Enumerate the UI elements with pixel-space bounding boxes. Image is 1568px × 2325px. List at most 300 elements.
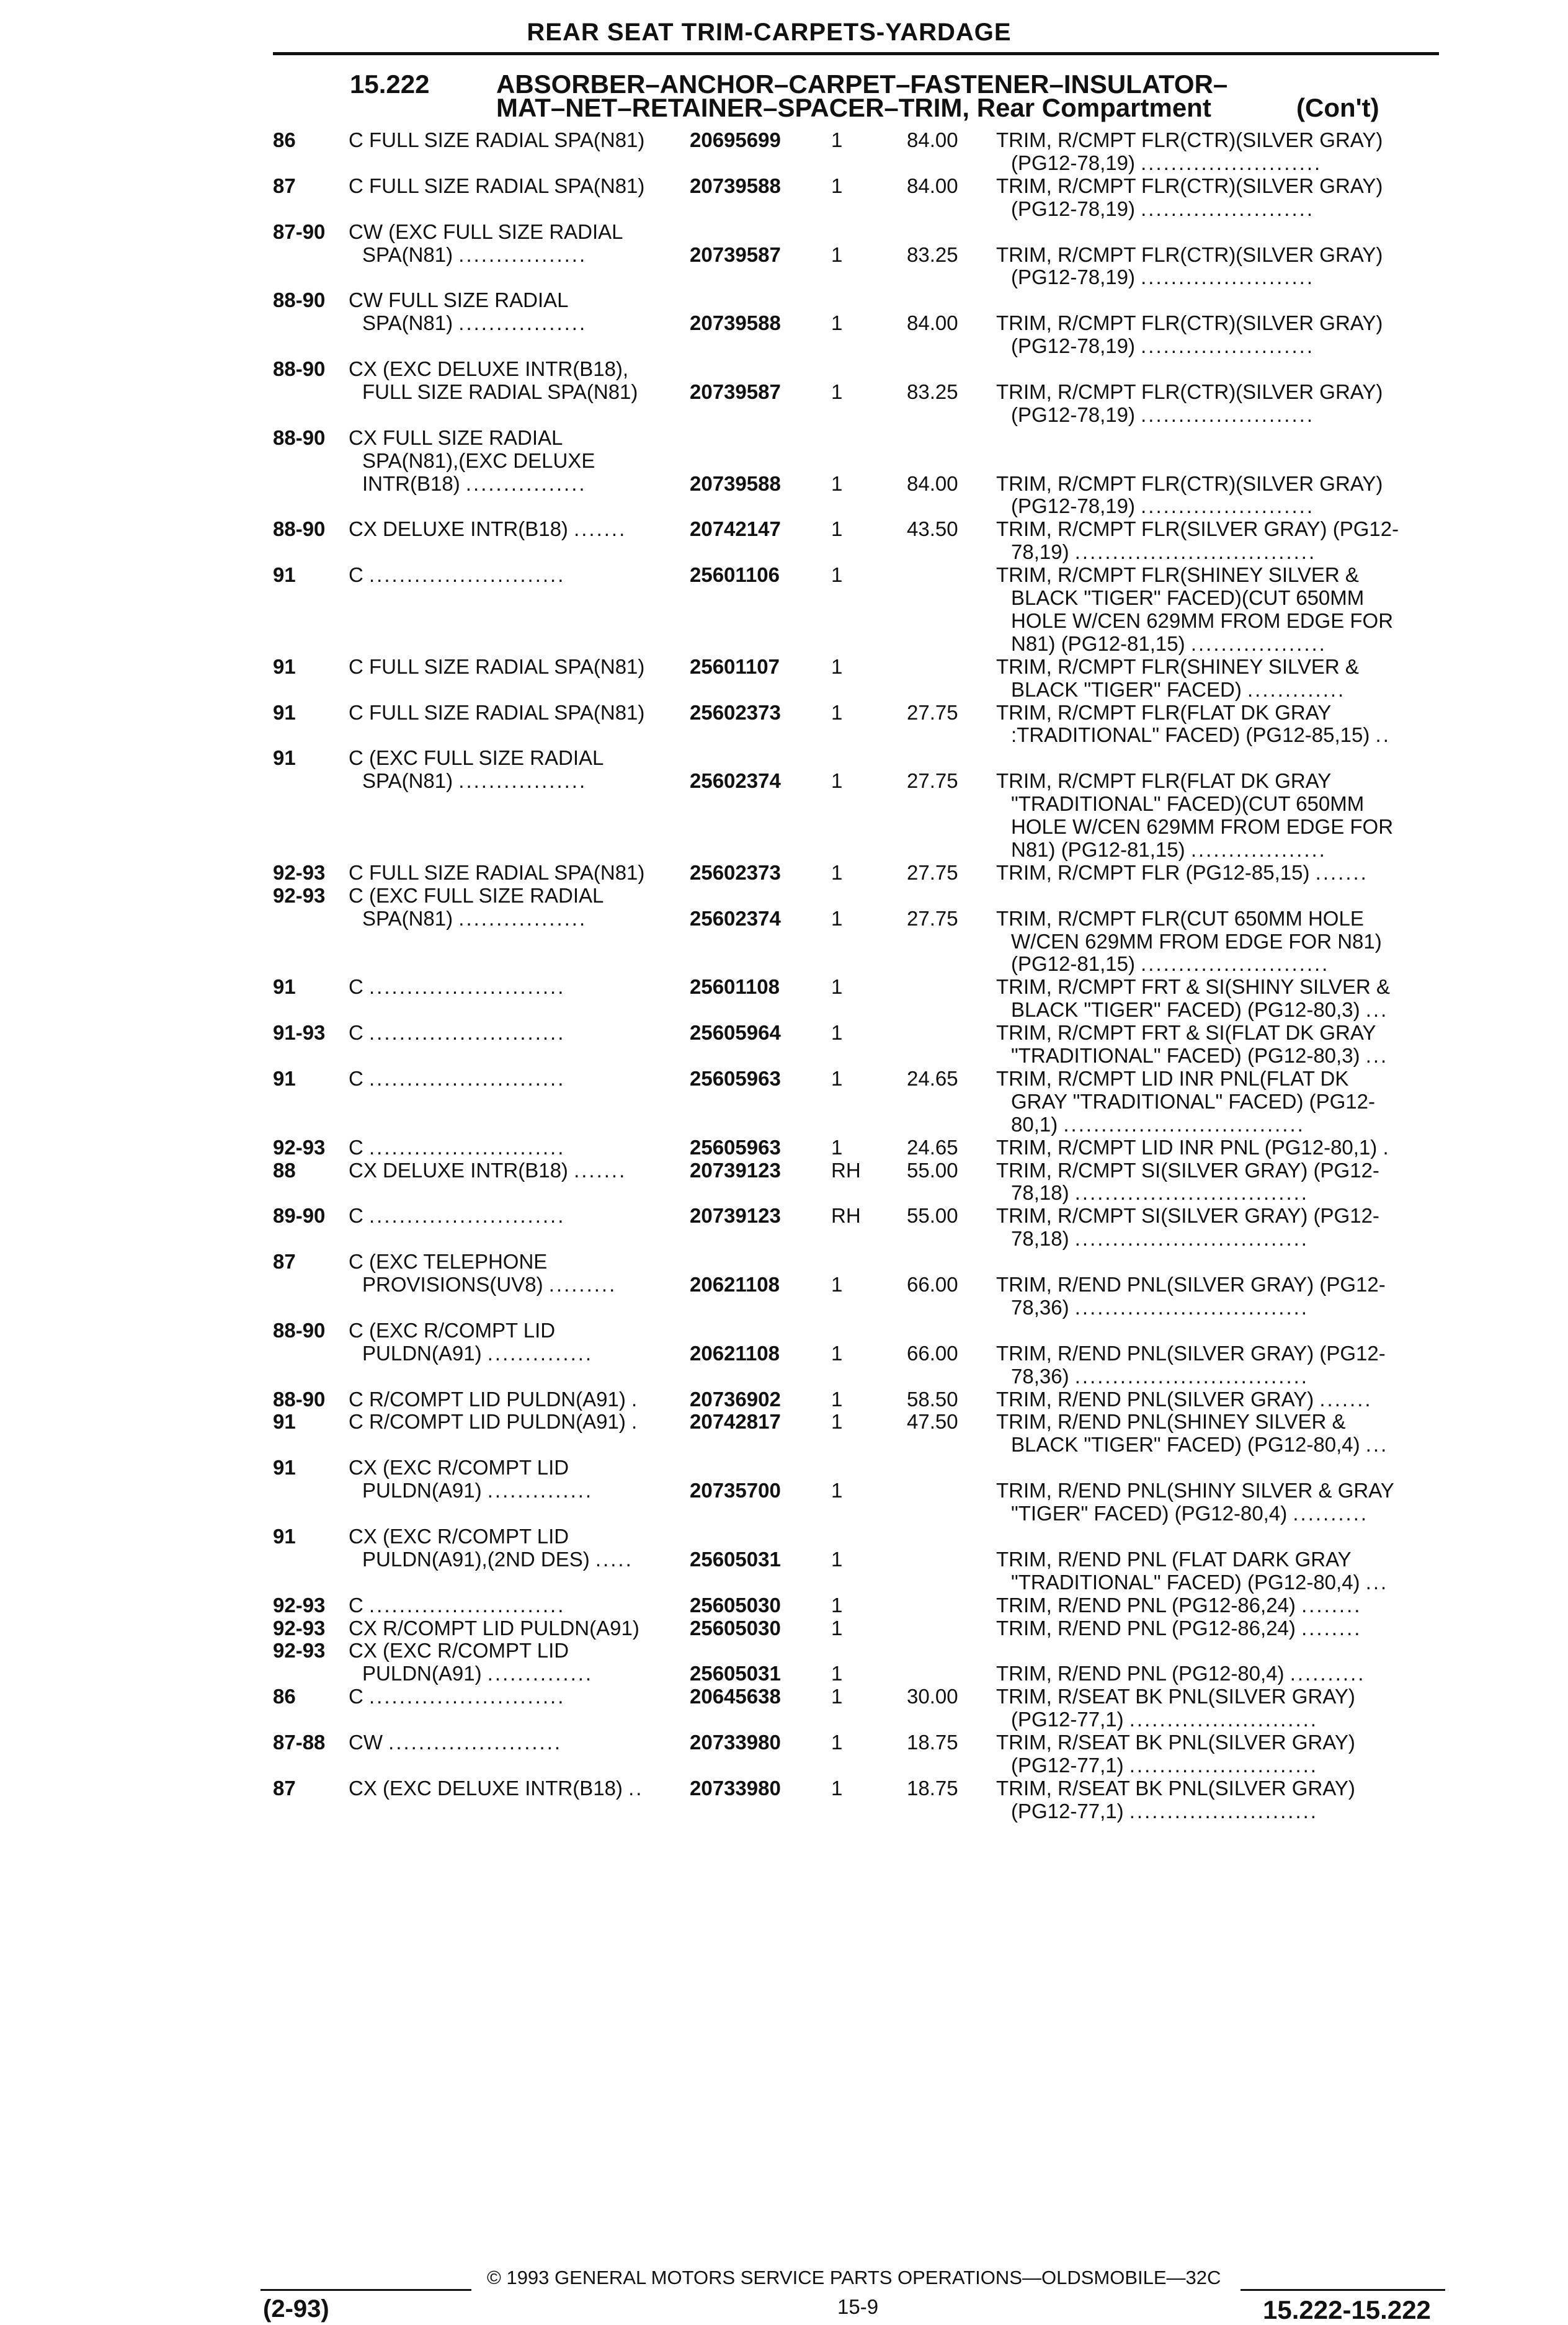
usage-text: PULDN(A91) [362, 1479, 482, 1502]
model-year: 91 [273, 701, 296, 724]
part-number: 20645638 [690, 1685, 781, 1708]
part-description [996, 1136, 1391, 1159]
quantity: 1 [831, 1273, 843, 1296]
footer-rule-left [261, 2289, 471, 2291]
model-year: 91 [273, 1067, 296, 1090]
leader-dots: ............................... [1074, 1365, 1309, 1388]
description-text: 78,36) [1011, 1296, 1069, 1319]
usage-text: SPA(N81) [362, 769, 453, 792]
part-number: 25601107 [690, 655, 780, 678]
usage-description: CW FULL SIZE RADIAL [349, 288, 569, 311]
model-year: 88-90 [273, 517, 326, 540]
leader-dots: .................. [1190, 838, 1327, 861]
quantity: 1 [831, 1388, 843, 1411]
part-description [996, 1548, 1352, 1571]
quantity: 1 [831, 1067, 843, 1090]
usage-description [349, 976, 565, 998]
usage-text: PROVISIONS(UV8) [362, 1273, 543, 1296]
usage-text: PULDN(A91),(2ND DES) [362, 1548, 590, 1571]
model-year: 91 [273, 1410, 296, 1433]
description-text: (PG12-78,19) [1011, 494, 1135, 517]
description-text: 80,1) [1011, 1113, 1058, 1136]
part-description [996, 1205, 1379, 1227]
part-description [1011, 1182, 1309, 1204]
part-number: 25601108 [690, 975, 780, 998]
description-text: TRIM, R/SEAT BK PNL(SILVER GRAY) [996, 1777, 1355, 1800]
description-text: TRIM, R/SEAT BK PNL(SILVER GRAY) [996, 1731, 1355, 1754]
description-text: "TIGER" FACED) (PG12-80,4) [1011, 1502, 1288, 1525]
part-description [996, 1731, 1355, 1754]
description-text: (PG12-81,15) [1011, 952, 1135, 975]
model-year: 91 [273, 563, 296, 586]
usage-text: C [349, 1594, 363, 1617]
usage-description: CW (EXC FULL SIZE RADIAL [349, 220, 623, 243]
part-description [1011, 839, 1327, 861]
description-text: TRIM, R/CMPT FLR(FLAT DK GRAY [996, 701, 1332, 724]
description-text: (PG12-78,19) [1011, 266, 1135, 288]
description-text: TRIM, R/CMPT FRT & SI(SHINY SILVER & [996, 975, 1391, 998]
description-text: TRIM, R/CMPT FLR(SHINEY SILVER & [996, 655, 1359, 678]
usage-description [362, 1548, 633, 1571]
leader-dots: ........................ [1141, 151, 1322, 174]
part-description [1011, 1091, 1375, 1113]
continued-label: (Con't) [1296, 93, 1379, 122]
description-text: BLACK "TIGER" FACED)(CUT 650MM [1011, 586, 1365, 609]
description-text: TRIM, R/CMPT FLR(CTR)(SILVER GRAY) [996, 311, 1383, 334]
usage-text: C [349, 1067, 363, 1090]
usage-description [349, 518, 626, 540]
usage-text: C R/COMPT LID PULDN(A91) [349, 1388, 626, 1411]
part-description [996, 1479, 1394, 1502]
quantity: 1 [831, 1662, 843, 1685]
usage-text: SPA(N81) [362, 907, 453, 930]
description-text: W/CEN 629MM FROM EDGE FOR N81) [1011, 930, 1382, 953]
usage-text: C [349, 975, 363, 998]
description-text: 78,18) [1011, 1227, 1069, 1250]
leader-dots: ....................... [388, 1731, 563, 1754]
price: 18.75 [907, 1731, 958, 1754]
usage-description: C FULL SIZE RADIAL SPA(N81) [349, 861, 645, 884]
leader-dots: .......................... [369, 563, 566, 586]
header-rule [273, 52, 1439, 55]
part-description [996, 564, 1359, 586]
price: 27.75 [907, 701, 958, 724]
description-text: "TRADITIONAL" FACED) (PG12-80,4) [1011, 1571, 1360, 1594]
usage-description: C FULL SIZE RADIAL SPA(N81) [349, 701, 645, 724]
price: 84.00 [907, 472, 958, 495]
price: 83.25 [907, 243, 958, 266]
description-text: N81) (PG12-81,15) [1011, 838, 1185, 861]
description-text: TRIM, R/CMPT FLR(CTR)(SILVER GRAY) [996, 472, 1383, 495]
model-year: 91 [273, 975, 296, 998]
usage-description [362, 908, 587, 930]
quantity: 1 [831, 1685, 843, 1708]
model-year: 89-90 [273, 1204, 326, 1227]
usage-description [362, 1662, 593, 1685]
usage-description: SPA(N81),(EXC DELUXE [362, 449, 595, 472]
price: 58.50 [907, 1388, 958, 1411]
description-text: (PG12-77,1) [1011, 1754, 1124, 1777]
model-year: 91 [273, 1456, 296, 1479]
quantity: 1 [831, 701, 843, 724]
quantity: 1 [831, 128, 843, 151]
leader-dots: . [1383, 1136, 1391, 1159]
description-text: TRIM, R/CMPT FLR(SHINEY SILVER & [996, 563, 1359, 586]
description-text: 78,36) [1011, 1365, 1069, 1388]
description-text: TRIM, R/END PNL(SILVER GRAY) [996, 1388, 1314, 1411]
leader-dots: .......................... [369, 1067, 566, 1090]
part-description [996, 1342, 1386, 1365]
part-number: 20736902 [690, 1388, 781, 1411]
usage-description [362, 312, 587, 334]
description-text: (PG12-77,1) [1011, 1800, 1124, 1823]
leader-dots: ... [1365, 1433, 1389, 1456]
usage-description [349, 1411, 639, 1433]
usage-description [349, 1136, 565, 1159]
part-description [1011, 198, 1314, 220]
model-year: 88-90 [273, 288, 326, 311]
part-description [996, 1617, 1361, 1640]
part-description [996, 1662, 1365, 1685]
price: 84.00 [907, 311, 958, 334]
description-text: TRIM, R/END PNL(SHINY SILVER & GRAY [996, 1479, 1394, 1502]
part-description [996, 702, 1331, 724]
quantity: 1 [831, 1479, 843, 1502]
part-description [996, 473, 1383, 495]
leader-dots: ......... [548, 1273, 617, 1296]
usage-text: INTR(B18) [362, 472, 460, 495]
part-description [1011, 587, 1364, 609]
leader-dots: ................................ [1063, 1113, 1305, 1136]
description-text: "TRADITIONAL" FACED) (PG12-80,3) [1011, 1044, 1360, 1067]
part-description [996, 1159, 1379, 1182]
model-year: 92-93 [273, 1617, 326, 1640]
model-year: 87-90 [273, 220, 326, 243]
date-code: (2-93) [263, 2295, 329, 2323]
usage-text: C [349, 563, 363, 586]
leader-dots: ........ [1301, 1594, 1362, 1617]
description-text: BLACK "TIGER" FACED) (PG12-80,4) [1011, 1433, 1360, 1456]
usage-description [349, 564, 565, 586]
quantity: 1 [831, 1342, 843, 1365]
price: 24.65 [907, 1067, 958, 1090]
description-text: TRIM, R/END PNL (PG12-86,24) [996, 1617, 1296, 1640]
description-text: TRIM, R/END PNL(SILVER GRAY) (PG12- [996, 1273, 1386, 1296]
description-text: "TRADITIONAL" FACED)(CUT 650MM [1011, 792, 1365, 815]
part-description [1011, 1045, 1388, 1067]
model-year: 87-88 [273, 1731, 326, 1754]
usage-description: CX (EXC R/COMPT LID [349, 1639, 569, 1662]
leader-dots: ......................... [1141, 952, 1330, 975]
description-text: TRIM, R/CMPT LID INR PNL (PG12-80,1) [996, 1136, 1378, 1159]
leader-dots: ........ [1301, 1617, 1362, 1640]
leader-dots: ....... [1319, 1388, 1373, 1411]
section-range: 15.222-15.222 [1263, 2295, 1431, 2324]
quantity: 1 [831, 174, 843, 197]
part-description [996, 1388, 1373, 1411]
usage-description: C FULL SIZE RADIAL SPA(N81) [349, 174, 645, 197]
price: 30.00 [907, 1685, 958, 1708]
description-text: TRIM, R/END PNL(SILVER GRAY) (PG12- [996, 1342, 1386, 1365]
usage-description [349, 1388, 639, 1411]
part-description [1011, 1800, 1318, 1823]
part-description [1011, 999, 1388, 1021]
usage-description [362, 244, 587, 266]
model-year: 92-93 [273, 861, 326, 884]
leader-dots: ... [1365, 998, 1389, 1021]
part-description [996, 770, 1331, 792]
part-description [996, 1411, 1346, 1433]
usage-description: C (EXC FULL SIZE RADIAL [349, 884, 604, 907]
model-year: 88 [273, 1159, 296, 1182]
part-description [1011, 335, 1314, 357]
part-number: 20739587 [690, 243, 781, 266]
leader-dots: .......................... [369, 1204, 566, 1227]
part-description [996, 1068, 1348, 1090]
quantity: 1 [831, 380, 843, 403]
usage-description [362, 1479, 593, 1502]
usage-description: CX (EXC R/COMPT LID [349, 1456, 569, 1479]
description-text: TRIM, R/END PNL (PG12-86,24) [996, 1594, 1296, 1617]
description-text: 78,18) [1011, 1181, 1069, 1204]
usage-text: CX DELUXE INTR(B18) [349, 1159, 568, 1182]
leader-dots: ....................... [1141, 197, 1314, 220]
leader-dots: ................. [458, 311, 587, 334]
usage-description: C FULL SIZE RADIAL SPA(N81) [349, 128, 645, 151]
leader-dots: .......................... [369, 975, 566, 998]
description-text: TRIM, R/CMPT SI(SILVER GRAY) (PG12- [996, 1204, 1379, 1227]
description-text: (PG12-78,19) [1011, 151, 1135, 174]
part-description [996, 1022, 1376, 1044]
usage-description [349, 1731, 562, 1754]
leader-dots: ......................... [1129, 1800, 1318, 1823]
model-year: 86 [273, 128, 296, 151]
part-description [1011, 1365, 1309, 1388]
quantity: 1 [831, 1777, 843, 1800]
price: 27.75 [907, 861, 958, 884]
description-text: TRIM, R/END PNL (PG12-80,4) [996, 1662, 1285, 1685]
part-number: 25601106 [690, 563, 780, 586]
part-description [1011, 1571, 1388, 1594]
part-number: 25602373 [690, 861, 781, 884]
description-text: TRIM, R/CMPT FLR(CTR)(SILVER GRAY) [996, 128, 1383, 151]
model-year: 92-93 [273, 1136, 326, 1159]
leader-dots: .. [1375, 723, 1391, 746]
model-year: 91-93 [273, 1021, 326, 1044]
part-number: 20739588 [690, 311, 781, 334]
description-text: TRIM, R/CMPT FLR(FLAT DK GRAY [996, 769, 1332, 792]
leader-dots: .......................... [369, 1136, 566, 1159]
description-text: :TRADITIONAL" FACED) (PG12-85,15) [1011, 723, 1370, 746]
leader-dots: ....... [1315, 861, 1368, 884]
part-description [1011, 1228, 1309, 1250]
price: 66.00 [907, 1273, 958, 1296]
part-description [996, 1777, 1355, 1800]
usage-description [349, 1685, 565, 1708]
leader-dots: ............................... [1074, 1181, 1309, 1204]
part-description [996, 976, 1390, 998]
model-year: 92-93 [273, 884, 326, 907]
model-year: 87 [273, 174, 296, 197]
usage-description [349, 1068, 565, 1090]
leader-dots: ....................... [1141, 494, 1314, 517]
quantity: 1 [831, 517, 843, 540]
description-text: (PG12-78,19) [1011, 334, 1135, 357]
model-year: 86 [273, 1685, 296, 1708]
leader-dots: .......................... [369, 1685, 566, 1708]
part-number: 25605031 [690, 1662, 781, 1685]
part-description [1011, 1708, 1318, 1731]
leader-dots: ....................... [1141, 266, 1314, 288]
part-description [1011, 953, 1329, 975]
usage-text: CX DELUXE INTR(B18) [349, 517, 568, 540]
model-year: 91 [273, 1525, 296, 1548]
part-number: 25605031 [690, 1548, 781, 1571]
usage-text: C [349, 1136, 363, 1159]
part-description [1011, 152, 1322, 174]
part-number: 20621108 [690, 1342, 780, 1365]
price: 43.50 [907, 517, 958, 540]
description-text: (PG12-78,19) [1011, 403, 1135, 426]
description-text: (PG12-77,1) [1011, 1708, 1124, 1731]
description-text: TRIM, R/CMPT LID INR PNL(FLAT DK [996, 1067, 1349, 1090]
part-description [996, 1274, 1386, 1296]
model-year: 88-90 [273, 426, 326, 449]
quantity: 1 [831, 1548, 843, 1571]
quantity: RH [831, 1159, 861, 1182]
price: 27.75 [907, 769, 958, 792]
description-text: 78,19) [1011, 540, 1069, 563]
leader-dots: .......................... [369, 1594, 566, 1617]
part-number: 20735700 [690, 1479, 781, 1502]
leader-dots: .............. [487, 1662, 594, 1685]
price: 83.25 [907, 380, 958, 403]
description-text: HOLE W/CEN 629MM FROM EDGE FOR [1011, 609, 1394, 632]
quantity: 1 [831, 1136, 843, 1159]
part-description [996, 1594, 1361, 1617]
model-year: 88-90 [273, 1319, 326, 1342]
section-title-line1: ABSORBER–ANCHOR–CARPET–FASTENER–INSULATOR– [496, 69, 1228, 99]
usage-description [362, 473, 587, 495]
usage-description [362, 770, 587, 792]
part-number: 20621108 [690, 1273, 780, 1296]
leader-dots: ..... [595, 1548, 633, 1571]
part-number: 20695699 [690, 128, 781, 151]
usage-description: C (EXC FULL SIZE RADIAL [349, 746, 604, 769]
usage-description: CX (EXC R/COMPT LID [349, 1525, 569, 1548]
description-text: HOLE W/CEN 629MM FROM EDGE FOR [1011, 815, 1394, 838]
part-description [1011, 404, 1314, 426]
description-text: BLACK "TIGER" FACED) [1011, 678, 1242, 701]
model-year: 92-93 [273, 1594, 326, 1617]
part-number: 25605030 [690, 1594, 781, 1617]
leader-dots: ....... [574, 1159, 627, 1182]
part-description [996, 908, 1364, 930]
leader-dots: ................. [458, 907, 587, 930]
quantity: 1 [831, 1731, 843, 1754]
price: 18.75 [907, 1777, 958, 1800]
description-text: TRIM, R/END PNL(SHINEY SILVER & [996, 1410, 1346, 1433]
part-description [996, 518, 1399, 540]
price: 84.00 [907, 128, 958, 151]
model-year: 91 [273, 655, 296, 678]
usage-description [349, 1777, 643, 1800]
part-description [1011, 541, 1316, 563]
quantity: 1 [831, 1410, 843, 1433]
leader-dots: ................. [458, 243, 587, 266]
part-description [1011, 633, 1327, 655]
part-number: 25605963 [690, 1067, 781, 1090]
leader-dots: ....................... [1141, 334, 1314, 357]
part-number: 20733980 [690, 1777, 781, 1800]
part-description [1011, 793, 1364, 815]
leader-dots: .......... [1293, 1502, 1369, 1525]
description-text: (PG12-78,19) [1011, 197, 1135, 220]
footer-rule-right [1241, 2289, 1445, 2291]
page-number: 15-9 [837, 2295, 879, 2318]
quantity: 1 [831, 769, 843, 792]
part-description [1011, 610, 1393, 632]
part-number: 20739588 [690, 472, 781, 495]
description-text: TRIM, R/CMPT FLR(CTR)(SILVER GRAY) [996, 174, 1383, 197]
part-description [996, 129, 1383, 151]
usage-text: SPA(N81) [362, 243, 453, 266]
part-number: 20739123 [690, 1204, 781, 1227]
part-description [996, 175, 1383, 197]
description-text: GRAY "TRADITIONAL" FACED) (PG12- [1011, 1090, 1375, 1113]
leader-dots: ....... [574, 517, 627, 540]
usage-text: C [349, 1204, 363, 1227]
price: 47.50 [907, 1410, 958, 1433]
model-year: 87 [273, 1250, 296, 1273]
description-text: TRIM, R/END PNL (FLAT DARK GRAY [996, 1548, 1352, 1571]
part-number: 20739588 [690, 174, 781, 197]
quantity: 1 [831, 472, 843, 495]
model-year: 88-90 [273, 1388, 326, 1411]
description-text: TRIM, R/CMPT FLR(CTR)(SILVER GRAY) [996, 243, 1383, 266]
usage-text: SPA(N81) [362, 311, 453, 334]
part-number: 20739587 [690, 380, 781, 403]
usage-description [349, 1159, 626, 1182]
part-description [1011, 1502, 1368, 1525]
price: 24.65 [907, 1136, 958, 1159]
usage-text: C R/COMPT LID PULDN(A91) [349, 1410, 626, 1433]
leader-dots: .......................... [369, 1021, 566, 1044]
leader-dots: ................. [458, 769, 587, 792]
usage-text: C [349, 1021, 363, 1044]
quantity: 1 [831, 563, 843, 586]
part-description [1011, 724, 1391, 746]
description-text: TRIM, R/CMPT FLR(CTR)(SILVER GRAY) [996, 380, 1383, 403]
part-number: 20742817 [690, 1410, 781, 1433]
page-title: REAR SEAT TRIM-CARPETS-YARDAGE [527, 19, 1012, 46]
quantity: 1 [831, 861, 843, 884]
leader-dots: ............................... [1074, 1296, 1309, 1319]
quantity: 1 [831, 243, 843, 266]
part-description [996, 1685, 1355, 1708]
model-year: 88-90 [273, 357, 326, 380]
part-number: 25605964 [690, 1021, 781, 1044]
leader-dots: .............. [487, 1342, 594, 1365]
usage-description: C (EXC TELEPHONE [349, 1250, 548, 1273]
leader-dots: ......................... [1129, 1708, 1318, 1731]
leader-dots: .............. [487, 1479, 594, 1502]
model-year: 91 [273, 746, 296, 769]
leader-dots: ................................ [1074, 540, 1317, 563]
leader-dots: . [631, 1410, 639, 1433]
part-description [1011, 495, 1314, 517]
part-description [1011, 679, 1345, 701]
